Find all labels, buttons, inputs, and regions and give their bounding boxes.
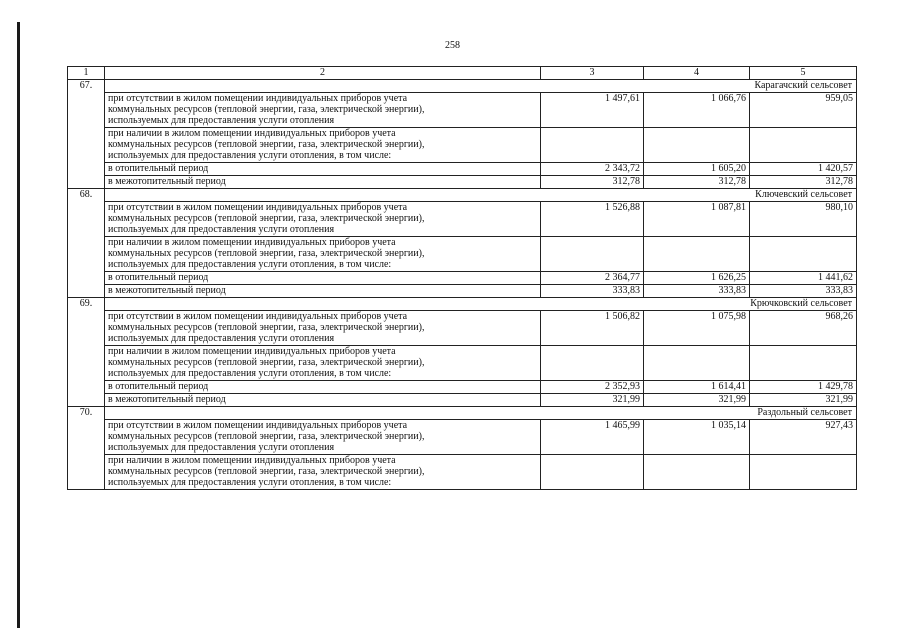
table-row xyxy=(68,346,857,381)
value-col-5: 927,43 xyxy=(750,420,857,455)
row-description xyxy=(105,128,541,163)
value-col-4: 1 066,76 xyxy=(644,93,750,128)
value-col-5 xyxy=(750,346,857,381)
table-row xyxy=(68,237,857,272)
section-number: 68. xyxy=(68,189,105,298)
table-row xyxy=(68,455,857,490)
value-col-3: 2 343,72 xyxy=(541,163,644,176)
value-col-3: 2 364,77 xyxy=(541,272,644,285)
value-col-4: 1 605,20 xyxy=(644,163,750,176)
row-description xyxy=(105,346,541,381)
row-description xyxy=(105,285,541,298)
value-col-4: 1 087,81 xyxy=(644,202,750,237)
value-col-3: 321,99 xyxy=(541,394,644,407)
value-col-5: 968,26 xyxy=(750,311,857,346)
description-line: при наличии в жилом помещении индивидуальных приборов учета xyxy=(108,455,396,466)
value-col-3: 1 506,82 xyxy=(541,311,644,346)
village-header-row xyxy=(68,407,857,420)
value-col-5 xyxy=(750,237,857,272)
description-line: используемых для предоставления услуги отопления, в том числе: xyxy=(108,259,392,270)
tariff-table xyxy=(67,66,857,490)
row-description xyxy=(105,272,541,285)
description-line: при отсутствии в жилом помещении индивидуальных приборов учета xyxy=(108,420,408,431)
header-col-1: 1 xyxy=(68,67,105,80)
value-col-3: 1 526,88 xyxy=(541,202,644,237)
section-number: 67. xyxy=(68,80,105,189)
value-col-3 xyxy=(541,237,644,272)
value-col-4: 1 075,98 xyxy=(644,311,750,346)
description-line: в отопительный период xyxy=(108,381,209,392)
village-header-row xyxy=(68,80,857,93)
row-description xyxy=(105,163,541,176)
description-line: при наличии в жилом помещении индивидуальных приборов учета xyxy=(108,128,396,139)
value-col-5 xyxy=(750,455,857,490)
value-col-5 xyxy=(750,128,857,163)
row-description xyxy=(105,311,541,346)
row-description xyxy=(105,455,541,490)
value-col-3: 1 465,99 xyxy=(541,420,644,455)
header-col-5: 5 xyxy=(750,67,857,80)
description-line: в межотопительный период xyxy=(108,285,226,296)
description-line: используемых для предоставления услуги отопления xyxy=(108,442,335,453)
village-name: Раздольный сельсовет xyxy=(105,407,857,420)
table-row xyxy=(68,394,857,407)
value-col-4: 333,83 xyxy=(644,285,750,298)
value-col-3 xyxy=(541,455,644,490)
header-col-2: 2 xyxy=(105,67,541,80)
village-header-row xyxy=(68,298,857,311)
table-row xyxy=(68,285,857,298)
value-col-4: 1 626,25 xyxy=(644,272,750,285)
row-description xyxy=(105,93,541,128)
value-col-3: 312,78 xyxy=(541,176,644,189)
table-row xyxy=(68,420,857,455)
row-description xyxy=(105,420,541,455)
village-name: Ключевский сельсовет xyxy=(105,189,857,202)
value-col-4 xyxy=(644,455,750,490)
description-line: при отсутствии в жилом помещении индивидуальных приборов учета xyxy=(108,93,408,104)
value-col-4: 312,78 xyxy=(644,176,750,189)
description-line: коммунальных ресурсов (тепловой энергии, газа, электрической энергии), xyxy=(108,357,425,368)
table-row xyxy=(68,176,857,189)
table-row xyxy=(68,128,857,163)
table-row xyxy=(68,381,857,394)
description-line: в отопительный период xyxy=(108,163,209,174)
value-col-5: 1 429,78 xyxy=(750,381,857,394)
table-row xyxy=(68,272,857,285)
village-header-row xyxy=(68,189,857,202)
value-col-4 xyxy=(644,237,750,272)
row-description xyxy=(105,202,541,237)
table-row xyxy=(68,93,857,128)
description-line: используемых для предоставления услуги отопления, в том числе: xyxy=(108,368,392,379)
value-col-3 xyxy=(541,346,644,381)
description-line: при отсутствии в жилом помещении индивидуальных приборов учета xyxy=(108,311,408,322)
description-line: в отопительный период xyxy=(108,272,209,283)
value-col-3: 2 352,93 xyxy=(541,381,644,394)
value-col-4: 1 614,41 xyxy=(644,381,750,394)
value-col-5: 980,10 xyxy=(750,202,857,237)
description-line: при наличии в жилом помещении индивидуальных приборов учета xyxy=(108,346,396,357)
section-number: 69. xyxy=(68,298,105,407)
description-line: коммунальных ресурсов (тепловой энергии, газа, электрической энергии), xyxy=(108,139,425,150)
header-row xyxy=(68,67,857,80)
description-line: коммунальных ресурсов (тепловой энергии, газа, электрической энергии), xyxy=(108,213,425,224)
description-line: коммунальных ресурсов (тепловой энергии, газа, электрической энергии), xyxy=(108,104,425,115)
value-col-5: 1 441,62 xyxy=(750,272,857,285)
description-line: при наличии в жилом помещении индивидуальных приборов учета xyxy=(108,237,396,248)
value-col-3 xyxy=(541,128,644,163)
table-row xyxy=(68,163,857,176)
description-line: используемых для предоставления услуги отопления xyxy=(108,115,335,126)
row-description xyxy=(105,394,541,407)
row-description xyxy=(105,237,541,272)
value-col-3: 333,83 xyxy=(541,285,644,298)
value-col-4 xyxy=(644,346,750,381)
description-line: используемых для предоставления услуги отопления, в том числе: xyxy=(108,150,392,161)
description-line: коммунальных ресурсов (тепловой энергии, газа, электрической энергии), xyxy=(108,431,425,442)
row-description xyxy=(105,381,541,394)
table-row xyxy=(68,311,857,346)
header-col-4: 4 xyxy=(644,67,750,80)
row-description xyxy=(105,176,541,189)
value-col-5: 321,99 xyxy=(750,394,857,407)
description-line: коммунальных ресурсов (тепловой энергии, газа, электрической энергии), xyxy=(108,466,425,477)
description-line: используемых для предоставления услуги отопления xyxy=(108,224,335,235)
page-number: 258 xyxy=(445,40,460,51)
value-col-4: 321,99 xyxy=(644,394,750,407)
value-col-3: 1 497,61 xyxy=(541,93,644,128)
value-col-5: 312,78 xyxy=(750,176,857,189)
description-line: в межотопительный период xyxy=(108,176,226,187)
header-col-3: 3 xyxy=(541,67,644,80)
description-line: при отсутствии в жилом помещении индивидуальных приборов учета xyxy=(108,202,408,213)
value-col-5: 333,83 xyxy=(750,285,857,298)
value-col-5: 1 420,57 xyxy=(750,163,857,176)
value-col-5: 959,05 xyxy=(750,93,857,128)
description-line: в межотопительный период xyxy=(108,394,226,405)
village-name: Крючковский сельсовет xyxy=(105,298,857,311)
description-line: коммунальных ресурсов (тепловой энергии, газа, электрической энергии), xyxy=(108,322,425,333)
village-name: Карагачский сельсовет xyxy=(105,80,857,93)
value-col-4 xyxy=(644,128,750,163)
description-line: используемых для предоставления услуги отопления xyxy=(108,333,335,344)
table-row xyxy=(68,202,857,237)
tariff-table-body xyxy=(68,67,857,490)
section-number: 70. xyxy=(68,407,105,490)
value-col-4: 1 035,14 xyxy=(644,420,750,455)
description-line: используемых для предоставления услуги отопления, в том числе: xyxy=(108,477,392,488)
description-line: коммунальных ресурсов (тепловой энергии, газа, электрической энергии), xyxy=(108,248,425,259)
left-margin-line xyxy=(17,22,20,628)
